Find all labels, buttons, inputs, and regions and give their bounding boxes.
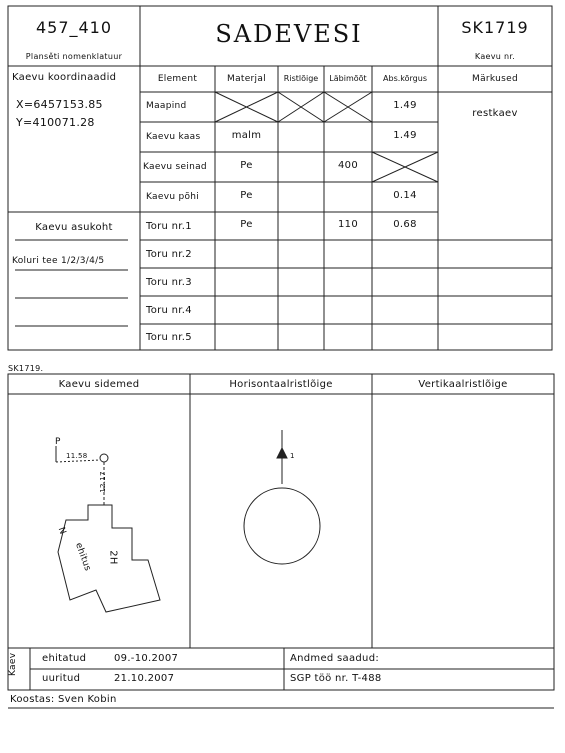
coords-label: Kaevu koordinaadid xyxy=(12,72,117,83)
compiled-by: Koostas: Sven Kobin xyxy=(10,694,117,705)
table-row-element: Toru nr.5 xyxy=(146,332,192,343)
sketch-dim2: 12.17 xyxy=(98,471,107,493)
table-row-diameter: 110 xyxy=(338,219,358,230)
table-row-element: Toru nr.2 xyxy=(146,249,192,260)
location-label: Kaevu asukoht xyxy=(35,222,113,233)
table-row-element: Toru nr.1 xyxy=(146,221,192,232)
coord-x: X=6457153.85 xyxy=(16,98,103,111)
table-row-height: 0.14 xyxy=(393,190,417,201)
data-label: Andmed saadud: xyxy=(290,653,380,664)
col-vertical: Vertikaalristlõige xyxy=(418,379,508,390)
surveyed-label: uuritud xyxy=(42,673,81,684)
table-row-element: Toru nr.3 xyxy=(146,277,192,288)
page-title: SADEVESI xyxy=(215,20,363,48)
table-row-element: Toru nr.4 xyxy=(146,305,192,316)
col-header-height: Abs.kõrgus xyxy=(383,74,427,83)
well-id: SK1719 xyxy=(461,18,529,37)
table-row-element: Maapind xyxy=(146,101,187,111)
table-row-note: restkaev xyxy=(472,108,518,119)
connection-sketch xyxy=(56,446,160,612)
pipe-label: 1 xyxy=(290,452,295,460)
cross-section-drawing xyxy=(244,430,320,564)
col-header-notes: Märkused xyxy=(472,74,518,84)
table-row-material: Pe xyxy=(240,219,253,230)
table-row-diameter: 400 xyxy=(338,160,358,171)
col-connections: Kaevu sidemed xyxy=(58,379,140,390)
well-id-label: Kaevu nr. xyxy=(474,52,516,61)
sketch-marker: N xyxy=(55,525,68,537)
sketch-point: P xyxy=(55,437,61,447)
location-address: Koluri tee 1/2/3/4/5 xyxy=(12,256,105,266)
table-row-material: Pe xyxy=(240,190,253,201)
table-row-material: malm xyxy=(231,130,262,141)
col-header-diameter: Läbimõõt xyxy=(329,74,367,83)
section-tag: SK1719. xyxy=(8,364,44,373)
table-row-element: Kaevu kaas xyxy=(146,132,201,142)
col-horizontal: Horisontaalristlõige xyxy=(229,379,333,390)
sketch-dim1: 11.58 xyxy=(66,452,88,460)
footer-side-label: Kaev xyxy=(8,652,18,676)
table-row-element: Kaevu seinad xyxy=(143,162,207,172)
sheet-label: Plansěti nomenklatuur xyxy=(25,52,123,61)
sketch-building: ehitus xyxy=(72,541,93,573)
table-row-height: 0.68 xyxy=(393,219,417,230)
built-label: ehitatud xyxy=(42,653,87,664)
table-row-element: Kaevu põhi xyxy=(146,192,200,202)
coord-y: Y=410071.28 xyxy=(16,116,95,129)
surveyed-value: 21.10.2007 xyxy=(114,673,175,684)
built-value: 09.-10.2007 xyxy=(114,653,179,664)
table-row-height: 1.49 xyxy=(393,130,417,141)
col-header-element: Element xyxy=(157,74,198,84)
sketch-floors: 2H xyxy=(107,550,119,565)
table-row-height: 1.49 xyxy=(393,100,417,111)
data-value: SGP töö nr. T-488 xyxy=(290,673,382,684)
sheet-number: 457_410 xyxy=(35,18,113,37)
table-row-material: Pe xyxy=(240,160,253,171)
col-header-material: Materjal xyxy=(227,74,266,84)
col-header-cross: Ristlõige xyxy=(283,74,319,83)
